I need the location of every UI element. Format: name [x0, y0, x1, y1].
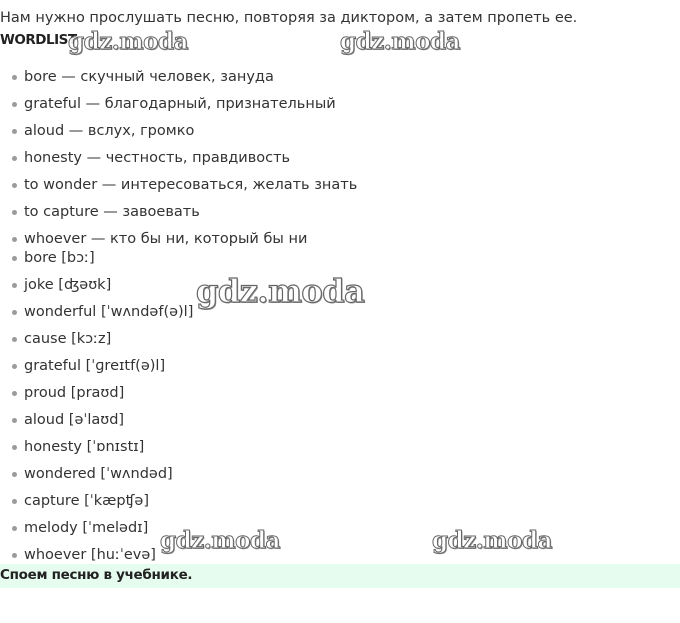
- bullet-icon: [12, 364, 17, 369]
- footer-bar: [0, 564, 680, 588]
- bullet-icon: [12, 391, 17, 396]
- watermark-logo: gdz.moda: [340, 28, 460, 55]
- bullet-icon: [12, 210, 17, 215]
- bullet-icon: [12, 75, 17, 80]
- bullet-icon: [12, 310, 17, 315]
- bullet-icon: [12, 237, 17, 242]
- bullet-icon: [12, 337, 17, 342]
- footer-text: Споем песню в учебнике.: [0, 567, 193, 583]
- bullet-icon: [12, 553, 17, 558]
- bullet-icon: [12, 129, 17, 134]
- bullet-icon: [12, 472, 17, 477]
- watermark-logo: gdz.moda: [196, 272, 365, 310]
- bullet-icon: [12, 445, 17, 450]
- watermark-logo: gdz.moda: [160, 527, 280, 554]
- bullet-icon: [12, 156, 17, 161]
- bullet-icon: [12, 526, 17, 531]
- bullet-icon: [12, 283, 17, 288]
- watermark-logo: gdz.moda: [68, 28, 188, 55]
- bullet-icon: [12, 499, 17, 504]
- bullet-icon: [12, 183, 17, 188]
- wordlist-heading: WORDLIST: [0, 32, 77, 48]
- watermark-logo: gdz.moda: [432, 527, 552, 554]
- instruction-text: Нам нужно прослушать песню, повторяя за диктором, а затем пропеть ее.: [0, 10, 578, 26]
- bullet-icon: [12, 256, 17, 261]
- bullet-icon: [12, 102, 17, 107]
- bullet-icon: [12, 418, 17, 423]
